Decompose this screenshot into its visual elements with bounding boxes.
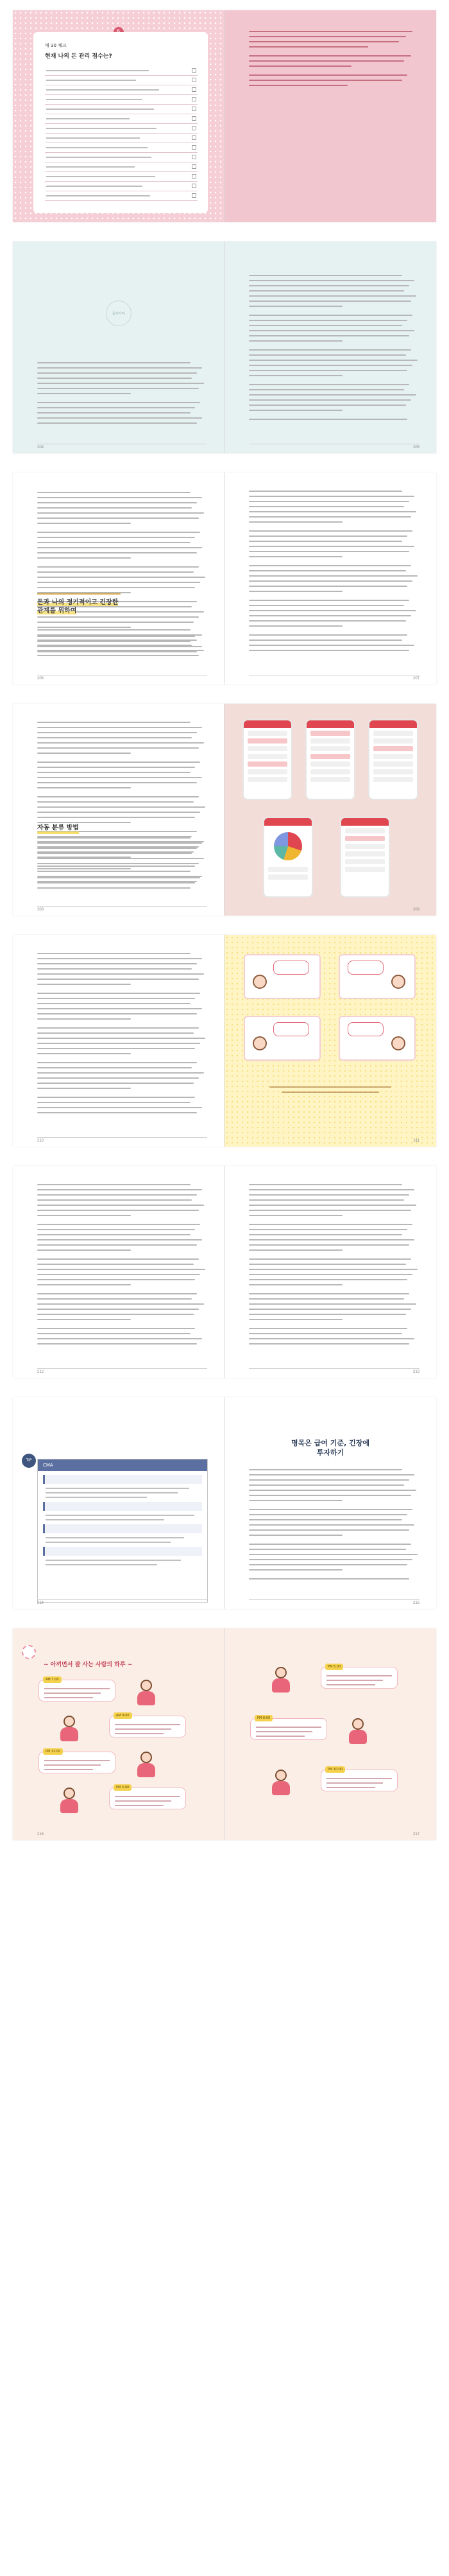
app-screenshot-4 — [263, 817, 313, 898]
chapter-heading — [289, 1438, 372, 1458]
page-3-right — [224, 473, 436, 684]
checklist-item-text — [46, 118, 130, 119]
page-6-right — [224, 1166, 436, 1378]
checklist-item-text — [46, 176, 155, 177]
page-number-right: 205 — [412, 446, 419, 449]
page-number-right: 213 — [412, 1370, 419, 1374]
checklist-item-text — [46, 89, 159, 91]
routine-bubble: PM 8:00 — [250, 1718, 327, 1740]
page-daily-routine-left — [13, 1628, 224, 1840]
page-intro-left — [13, 241, 224, 453]
checklist-checkbox[interactable] — [192, 116, 196, 121]
person-illustration — [269, 1770, 292, 1795]
person-illustration — [135, 1680, 158, 1705]
page-4-left — [13, 704, 224, 916]
checklist-divider — [45, 133, 198, 134]
illustration-panel-3 — [244, 1016, 321, 1061]
info-box — [37, 1459, 208, 1603]
checklist-divider — [45, 75, 198, 76]
checklist-checkbox[interactable] — [192, 155, 196, 159]
routine-title: ~ 아끼면서 잘 사는 사람의 하루 ~ — [44, 1662, 133, 1668]
checklist-item-text — [46, 147, 148, 148]
checklist-item-text — [46, 157, 151, 158]
illustration-panel-4 — [339, 1016, 416, 1061]
page-number-left: 206 — [37, 677, 44, 681]
illustration-caption — [269, 1086, 391, 1097]
page-number-left: 208 — [37, 908, 44, 912]
person-illustration — [135, 1752, 158, 1777]
chapter-title: 명목은 급여 기준, 긴장에 투자하기 — [291, 1439, 369, 1457]
spread-2 — [13, 241, 436, 453]
checklist-checkbox[interactable] — [192, 107, 196, 111]
checklist-checkbox[interactable] — [192, 193, 196, 198]
routine-bubble: PM 10:00 — [321, 1770, 398, 1791]
checklist-item-text — [46, 128, 157, 129]
page-checklist — [13, 10, 224, 222]
body-text-2 — [37, 629, 207, 660]
checklist-divider — [45, 94, 198, 95]
checklist-checkbox[interactable] — [192, 126, 196, 130]
pie-chart — [274, 832, 302, 860]
checklist-checkbox[interactable] — [192, 97, 196, 101]
checklist-checkbox[interactable] — [192, 78, 196, 82]
checklist-checkbox[interactable] — [192, 68, 196, 73]
chapter-tag: 들어가며 — [106, 300, 131, 326]
person-illustration — [58, 1788, 81, 1813]
page-number-left: 204 — [37, 446, 44, 449]
spread-3 — [13, 473, 436, 684]
body-text-right — [249, 1469, 419, 1583]
checklist-divider — [45, 152, 198, 153]
checklist-item-text — [46, 99, 142, 100]
checklist-checkbox[interactable] — [192, 164, 196, 169]
checklist-title: 현재 나의 돈 관리 점수는? — [45, 53, 112, 60]
spread-4 — [13, 704, 436, 916]
page-app-screens — [224, 704, 436, 916]
intro-text-left — [37, 362, 207, 428]
page-7-right — [224, 1397, 436, 1609]
routine-bubble: PM 12:00 — [38, 1752, 115, 1773]
spread-6 — [13, 1166, 436, 1378]
tip-badge: TIP — [22, 1454, 36, 1468]
spread-5 — [13, 935, 436, 1147]
checklist-checkbox[interactable] — [192, 87, 196, 92]
checklist-checkbox[interactable] — [192, 174, 196, 178]
routine-bubble: AM 9:00 — [109, 1716, 186, 1737]
checklist-item-text — [46, 166, 135, 168]
page-number-right: 217 — [412, 1832, 419, 1836]
checklist-item-text — [46, 109, 154, 110]
body-text-right — [249, 1184, 419, 1348]
illustration-panel-1 — [244, 954, 321, 999]
checklist-item-text — [46, 195, 150, 196]
page-daily-routine-right — [224, 1628, 436, 1840]
checklist-card — [33, 32, 208, 213]
checklist-checkbox[interactable] — [192, 135, 196, 140]
checklist-divider — [45, 104, 198, 105]
page-5-left — [13, 935, 224, 1147]
page-intro-right — [224, 241, 436, 453]
checklist-tag: 매 30 체크 — [45, 43, 67, 48]
page-illustration — [224, 935, 436, 1147]
intro-text-right — [249, 275, 419, 424]
spread-8 — [13, 1628, 436, 1840]
checklist-item-text — [46, 80, 136, 81]
person-illustration — [269, 1667, 292, 1693]
page-number-left: 216 — [37, 1832, 44, 1836]
page-number-right: 215 — [412, 1601, 419, 1605]
clock-icon — [22, 1645, 36, 1659]
page-number-left: 212 — [37, 1370, 44, 1374]
checklist-item-text — [46, 70, 149, 71]
checklist-divider — [45, 171, 198, 172]
person-illustration — [346, 1718, 369, 1744]
body-text-right — [249, 491, 419, 655]
info-box-title: CMA — [38, 1459, 207, 1471]
illustration-panel-2 — [339, 954, 416, 999]
notes-text — [249, 31, 419, 90]
routine-bubble: PM 3:00 — [109, 1788, 186, 1809]
page-3-left — [13, 473, 224, 684]
page-notes — [224, 10, 436, 222]
page-number-left: 210 — [37, 1139, 44, 1143]
checklist-divider — [45, 200, 198, 201]
checklist-item-text — [46, 186, 142, 187]
page-number-left: 214 — [37, 1601, 44, 1605]
body-text — [37, 953, 207, 1117]
section-heading — [37, 593, 121, 623]
routine-bubble: PM 6:00 — [321, 1667, 398, 1689]
body-text-2 — [37, 837, 207, 892]
page-number-right: 211 — [413, 1139, 419, 1143]
spread-7 — [13, 1397, 436, 1609]
page-6-left — [13, 1166, 224, 1378]
checklist-checkbox[interactable] — [192, 145, 196, 150]
checklist-checkbox[interactable] — [192, 184, 196, 188]
routine-bubble: AM 7:00 — [38, 1680, 115, 1701]
app-screenshot-3 — [368, 719, 418, 800]
person-illustration — [58, 1716, 81, 1741]
body-text — [37, 1184, 207, 1348]
checklist-item-text — [46, 137, 140, 139]
app-screenshot-5 — [340, 817, 390, 898]
page-7-left — [13, 1397, 224, 1609]
page-number-right: 207 — [412, 677, 419, 681]
app-screenshot-1 — [242, 719, 292, 800]
app-screenshot-2 — [305, 719, 355, 800]
heading-text: 돈과 나의 정기적이고 긴장한 관계를 위하여 — [37, 599, 119, 614]
page-number-right: 209 — [412, 908, 419, 912]
checklist-divider — [45, 181, 198, 182]
section-title: 자동 분류 방법 — [37, 822, 79, 831]
spread-1 — [13, 10, 436, 222]
checklist-divider — [45, 123, 198, 124]
